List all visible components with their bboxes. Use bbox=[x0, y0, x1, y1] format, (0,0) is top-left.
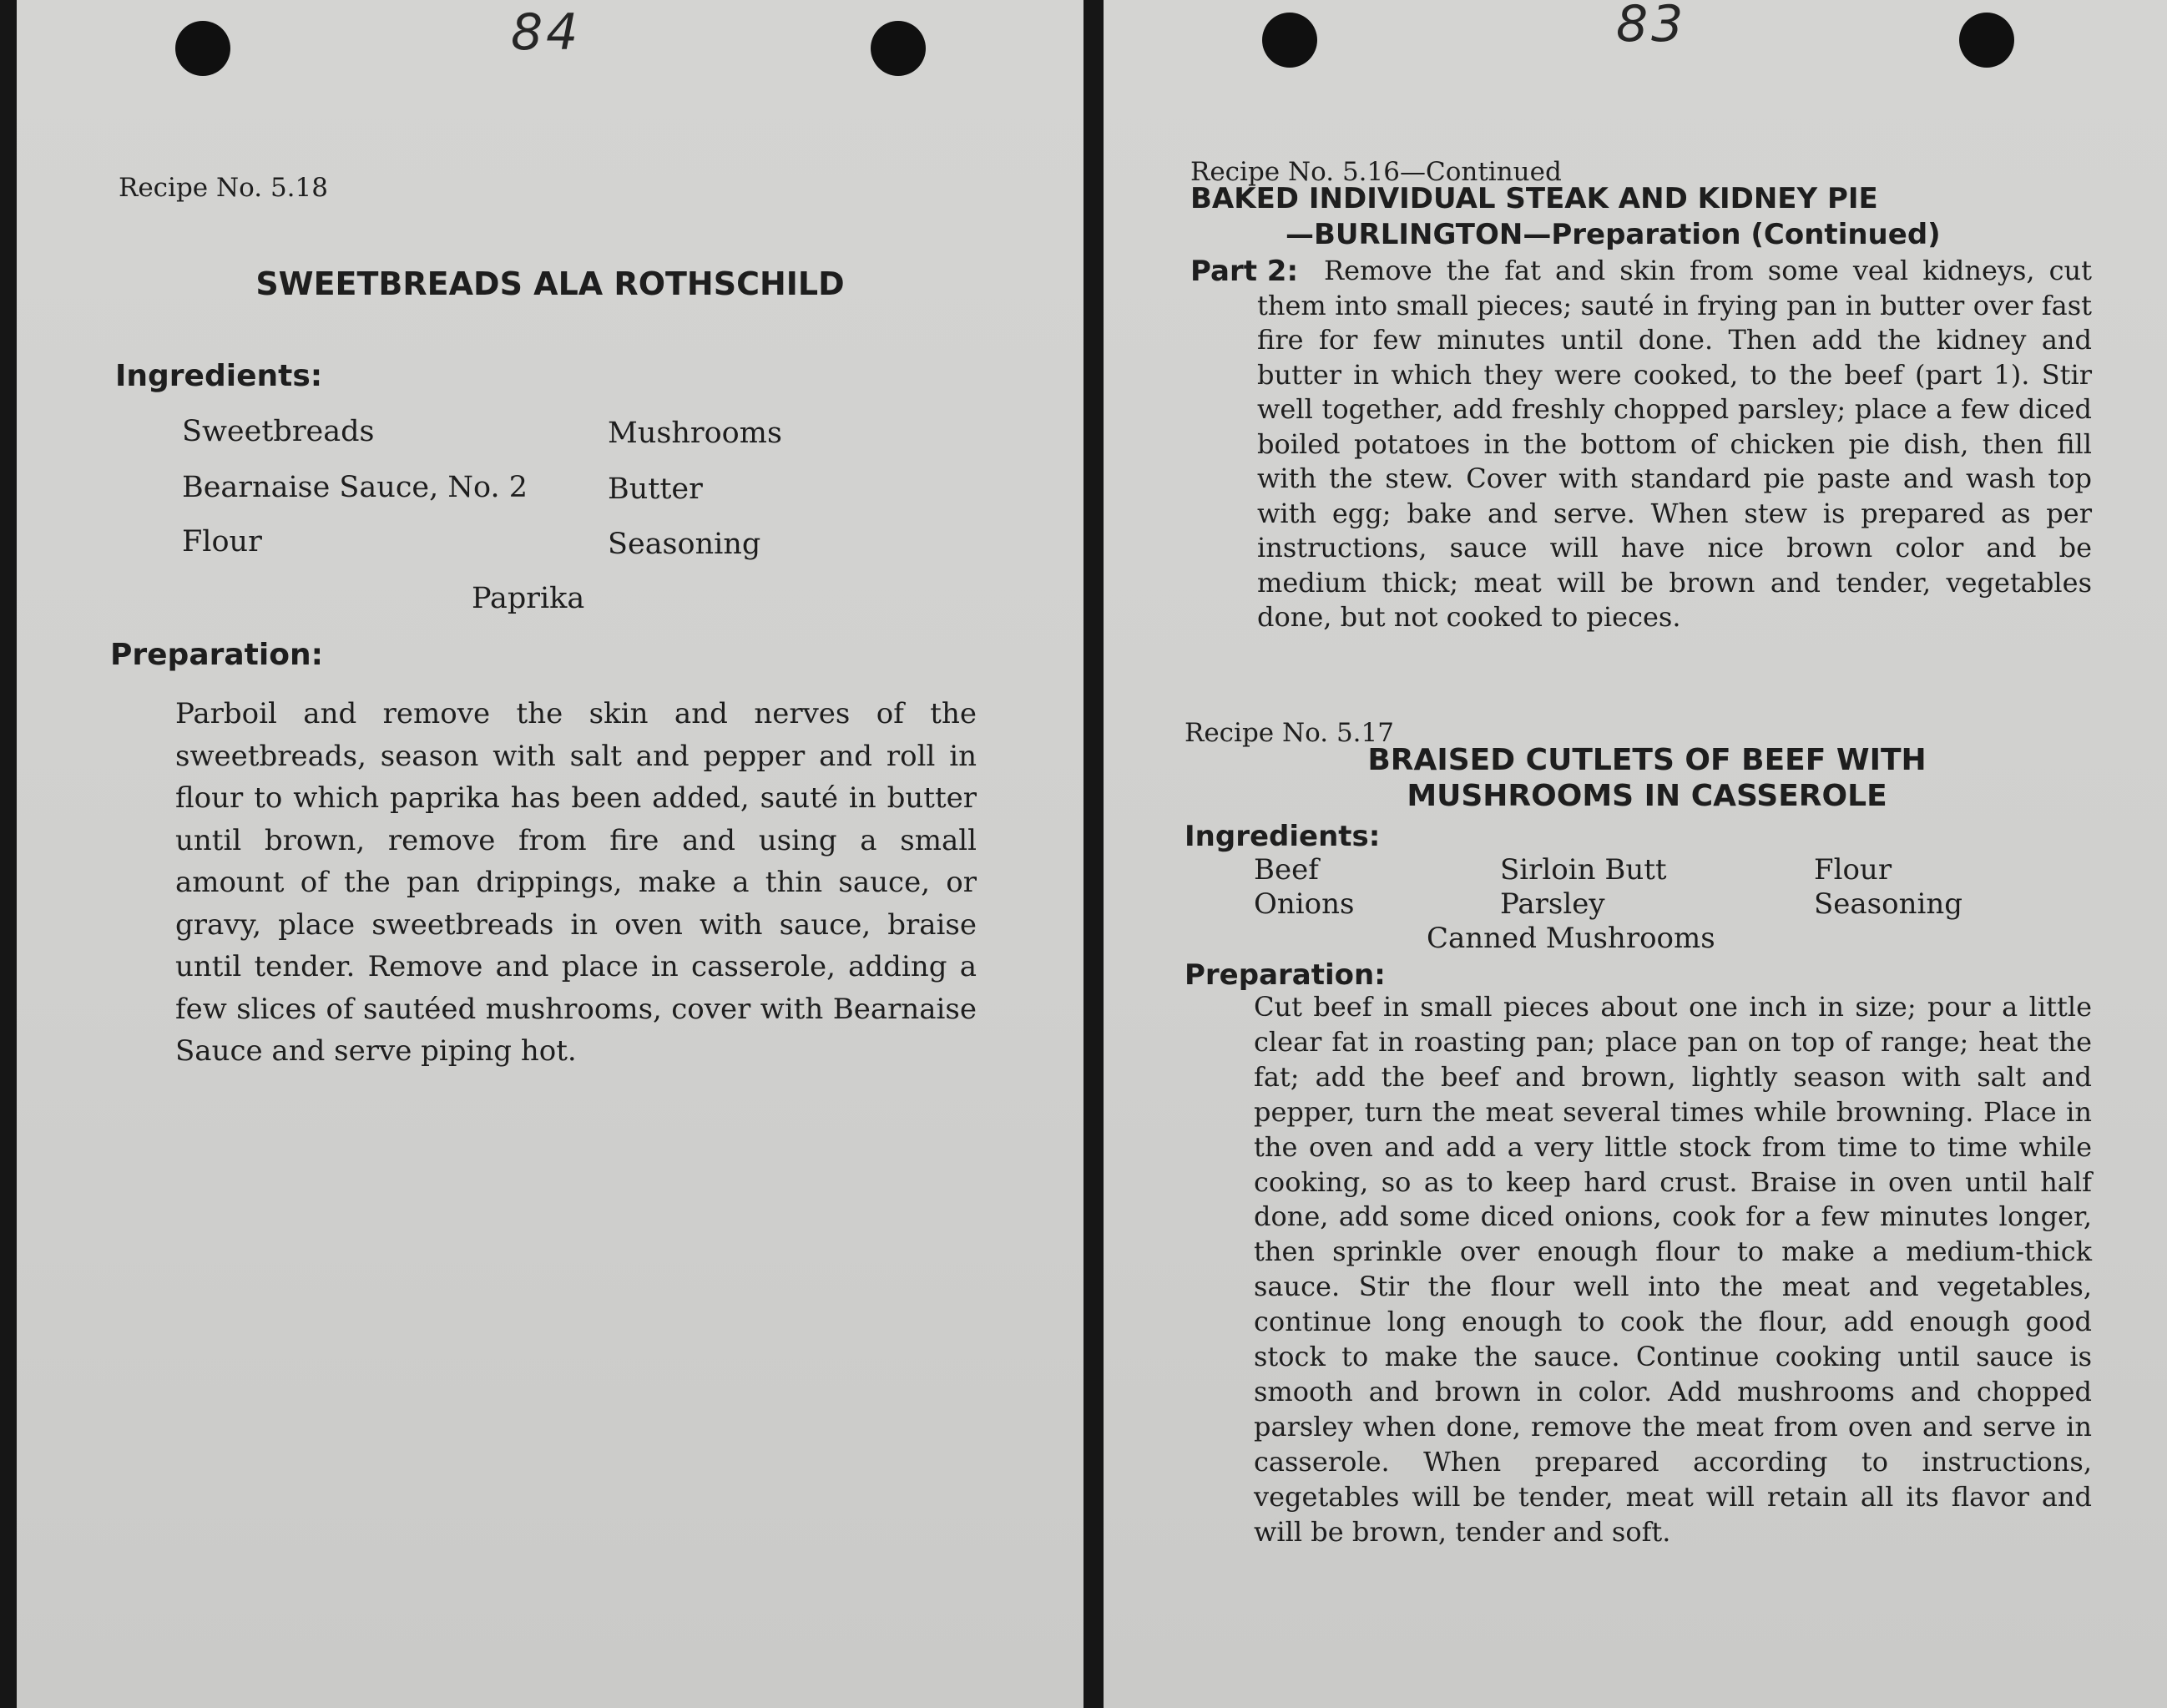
ingredients-heading: Ingredients: bbox=[115, 359, 323, 393]
part-2-text bbox=[1257, 254, 2092, 635]
ingredients-heading: Ingredients: bbox=[1185, 820, 1381, 853]
recipe-title-line-2: MUSHROOMS IN CASSEROLE bbox=[1407, 779, 1887, 813]
page-number: 84 bbox=[511, 3, 582, 62]
ingredient-item: Mushrooms bbox=[608, 417, 782, 450]
ingredient-item: Flour bbox=[1814, 853, 1892, 887]
continued-title-line-1: BAKED INDIVIDUAL STEAK AND KIDNEY PIE bbox=[1190, 182, 1878, 215]
ingredient-item: Beef bbox=[1254, 853, 1319, 887]
punch-hole-left bbox=[1262, 13, 1317, 68]
preparation-heading: Preparation: bbox=[1185, 958, 1386, 992]
ingredient-item: Bearnaise Sauce, No. 2 bbox=[182, 471, 528, 504]
ingredient-item: Butter bbox=[608, 472, 703, 506]
recipe-title-line-1: BRAISED CUTLETS OF BEEF WITH bbox=[1367, 743, 1927, 777]
continued-recipe-number: Recipe No. 5.16—Continued bbox=[1190, 157, 1562, 187]
ingredient-item: Sirloin Butt bbox=[1500, 853, 1667, 887]
recipe-number: Recipe No. 5.17 bbox=[1185, 718, 1394, 748]
recipe-card-right bbox=[1104, 0, 2167, 1708]
ingredient-item: Paprika bbox=[472, 582, 585, 615]
ingredient-item: Seasoning bbox=[1814, 887, 1963, 921]
preparation-heading: Preparation: bbox=[110, 638, 323, 672]
recipe-title: SWEETBREADS ALA ROTHSCHILD bbox=[255, 265, 845, 302]
page-number: 83 bbox=[1616, 0, 1687, 53]
preparation-text: Parboil and remove the skin and nerves of the sweetbreads, season with salt and pepper and roll in flour to which paprika has been added, sauté in butter until brown, remove from fire and using a small amount of the pan drippings, make a thin sauce, or gravy, place sweetbreads in oven with sauce, braise until tender. Remove and place in casserole, adding a few slices of sautéed mushrooms, cover with Bearnaise Sauce and serve piping hot. bbox=[175, 697, 977, 1068]
recipe-card-left bbox=[17, 0, 1084, 1708]
ingredient-item: Onions bbox=[1254, 887, 1355, 921]
ingredient-item: Parsley bbox=[1500, 887, 1605, 921]
punch-hole-left bbox=[175, 21, 230, 76]
recipe-number: Recipe No. 5.18 bbox=[119, 173, 328, 203]
ingredient-item: Seasoning bbox=[608, 528, 761, 561]
ingredient-item: Sweetbreads bbox=[182, 415, 375, 448]
part-2-body: Remove the fat and skin from some veal kidneys, cut them into small pieces; sauté in frying pan in butter over fast fire for few minutes until done. Then add the kidney and butter in which they were cooked, to the beef (part 1). Stir well together, add freshly chopped parsley; place a few diced boiled potatoes in the bottom of chicken pie dish, then fill with the stew. Cover with standard pie paste and wash top with egg; bake and serve. When stew is prepared as per instructions, sauce will have nice brown color and be medium thick; meat will be brown and tender, vegetables done, but not cooked to pieces. bbox=[1257, 255, 2092, 633]
ingredient-item: Flour bbox=[182, 525, 262, 558]
ingredient-item: Canned Mushrooms bbox=[1427, 922, 1715, 955]
punch-hole-right bbox=[1959, 13, 2014, 68]
punch-hole-right bbox=[871, 21, 926, 76]
preparation-text: Cut beef in small pieces about one inch in size; pour a little clear fat in roasting pan; place pan on top of range; heat the fat; add the beef and brown, lightly season with salt and pepper, turn the meat several times while browning. Place in the oven and add a very little stock from time to time while cooking, so as to keep hard crust. Braise in oven until half done, add some diced onions, cook for a few minutes longer, then sprinkle over enough flour to make a medium-thick sauce. Stir the flour well into the meat and vegetables, continue long enough to cook the flour, add enough good stock to make the sauce. Continue cooking until sauce is smooth and brown in color. Add mushrooms and chopped parsley when done, remove the meat from oven and serve in casserole. When prepared according to instructions, vegetables will be tender, meat will retain all its flavor and will be brown, tender and soft. bbox=[1254, 991, 2092, 1548]
part-2-label: Part 2: bbox=[1190, 255, 1299, 288]
continued-title-line-2: —BURLINGTON—Preparation (Continued) bbox=[1286, 218, 1941, 251]
